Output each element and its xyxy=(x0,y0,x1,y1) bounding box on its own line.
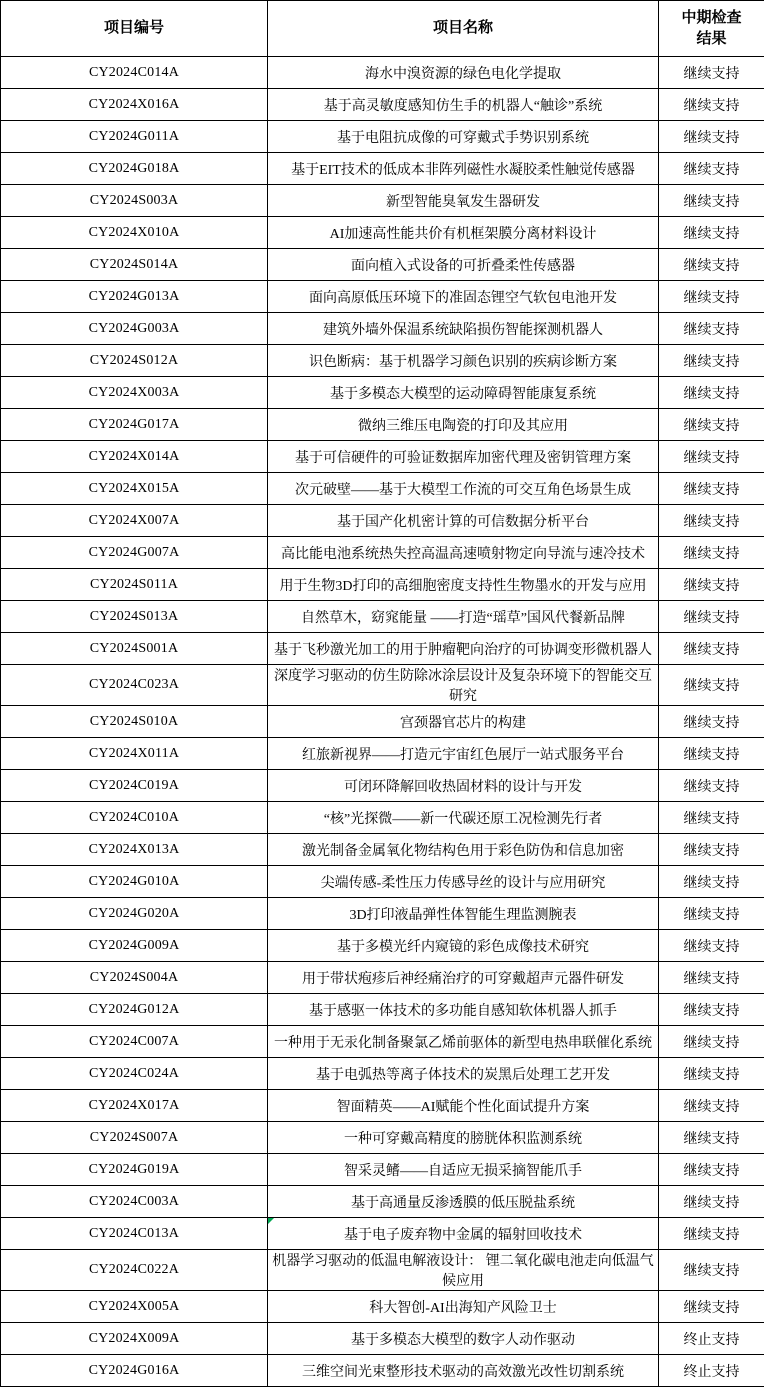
project-id-cell: CY2024G011A xyxy=(1,121,268,153)
table-row xyxy=(1,1090,764,1122)
table-row xyxy=(1,121,764,153)
table-row xyxy=(1,569,764,601)
table-row xyxy=(1,89,764,121)
project-name-label: 基于多模态大模型的数字人动作驱动 xyxy=(351,1333,575,1348)
midterm-result-cell: 继续支持 xyxy=(659,409,764,441)
midterm-result-cell: 继续支持 xyxy=(659,802,764,834)
table-row xyxy=(1,601,764,633)
project-id-cell: CY2024G012A xyxy=(1,994,268,1026)
table-row xyxy=(1,770,764,802)
table-row xyxy=(1,706,764,738)
table-row xyxy=(1,898,764,930)
project-id-cell: CY2024G020A xyxy=(1,898,268,930)
project-name-label: 海水中溴资源的绿色电化学提取 xyxy=(365,67,561,82)
project-name-cell xyxy=(268,89,659,121)
table-body xyxy=(1,57,764,1387)
project-name-cell xyxy=(268,866,659,898)
header-project-name-label: 项目名称 xyxy=(433,20,493,36)
midterm-result-cell: 继续支持 xyxy=(659,345,764,377)
table-row xyxy=(1,1154,764,1186)
table-row xyxy=(1,537,764,569)
table-row xyxy=(1,153,764,185)
table-row xyxy=(1,249,764,281)
project-name-label: 面向植入式设备的可折叠柔性传感器 xyxy=(351,259,575,274)
project-id-cell: CY2024S014A xyxy=(1,249,268,281)
table-row xyxy=(1,930,764,962)
project-id-cell: CY2024X015A xyxy=(1,473,268,505)
project-id-cell: CY2024G019A xyxy=(1,1154,268,1186)
project-name-label: 用于带状疱疹后神经痛治疗的可穿戴超声元器件研发 xyxy=(302,972,624,987)
project-name-cell xyxy=(268,185,659,217)
project-name-label: 微纳三维压电陶瓷的打印及其应用 xyxy=(358,419,568,434)
project-name-cell xyxy=(268,930,659,962)
table-header xyxy=(1,1,764,57)
project-name-cell xyxy=(268,802,659,834)
header-midterm-result-line2: 结果 xyxy=(696,31,726,47)
project-id-cell: CY2024X013A xyxy=(1,834,268,866)
project-name-cell xyxy=(268,249,659,281)
midterm-result-cell: 继续支持 xyxy=(659,185,764,217)
table-row xyxy=(1,665,764,706)
header-project-name xyxy=(268,1,659,57)
project-name-label: 基于EIT技术的低成本非阵列磁性水凝胶柔性触觉传感器 xyxy=(291,163,635,178)
midterm-result-cell: 继续支持 xyxy=(659,1026,764,1058)
project-name-label: 一种用于无汞化制备聚氯乙烯前驱体的新型电热串联催化系统 xyxy=(274,1036,652,1051)
project-name-label: 新型智能臭氧发生器研发 xyxy=(386,195,540,210)
project-name-label: 基于多模态大模型的运动障碍智能康复系统 xyxy=(330,387,596,402)
table-row xyxy=(1,1058,764,1090)
midterm-result-cell: 继续支持 xyxy=(659,505,764,537)
table-row xyxy=(1,1355,764,1387)
project-name-label: 智面精英——AI赋能个性化面试提升方案 xyxy=(337,1100,590,1115)
project-id-cell: CY2024G003A xyxy=(1,313,268,345)
project-name-cell xyxy=(268,409,659,441)
table-row xyxy=(1,185,764,217)
project-name-label: 识色断病：基于机器学习颜色识别的疾病诊断方案 xyxy=(309,355,617,370)
table-row xyxy=(1,1122,764,1154)
project-id-cell: CY2024X017A xyxy=(1,1090,268,1122)
project-id-cell: CY2024G007A xyxy=(1,537,268,569)
project-name-cell xyxy=(268,994,659,1026)
midterm-result-cell: 继续支持 xyxy=(659,866,764,898)
project-id-cell: CY2024C022A xyxy=(1,1250,268,1291)
midterm-result-cell: 继续支持 xyxy=(659,537,764,569)
project-name-cell xyxy=(268,1058,659,1090)
project-name-cell xyxy=(268,665,659,706)
project-name-label: 基于高通量反渗透膜的低压脱盐系统 xyxy=(351,1196,575,1211)
table-row xyxy=(1,1026,764,1058)
midterm-result-cell: 继续支持 xyxy=(659,1154,764,1186)
project-id-cell: CY2024G017A xyxy=(1,409,268,441)
midterm-result-cell: 继续支持 xyxy=(659,1186,764,1218)
project-name-label: 3D打印液晶弹性体智能生理监测腕表 xyxy=(349,908,576,923)
project-name-cell xyxy=(268,441,659,473)
project-name-label: 可闭环降解回收热固材料的设计与开发 xyxy=(344,780,582,795)
project-name-label: 深度学习驱动的仿生防除冰涂层设计及复杂环境下的智能交互研究 xyxy=(274,669,652,704)
project-name-label: 建筑外墙外保温系统缺陷损伤智能探测机器人 xyxy=(323,323,603,338)
table-row xyxy=(1,409,764,441)
midterm-result-cell: 继续支持 xyxy=(659,994,764,1026)
project-name-cell xyxy=(268,1250,659,1291)
project-name-label: 基于高灵敏度感知仿生手的机器人“触诊”系统 xyxy=(324,99,602,114)
midterm-result-cell: 终止支持 xyxy=(659,1355,764,1387)
midterm-result-cell: 继续支持 xyxy=(659,1291,764,1323)
project-id-cell: CY2024C014A xyxy=(1,57,268,89)
midterm-result-cell: 继续支持 xyxy=(659,57,764,89)
project-name-label: 科大智创-AI出海知产风险卫士 xyxy=(369,1301,556,1316)
project-id-cell: CY2024G018A xyxy=(1,153,268,185)
project-name-cell xyxy=(268,153,659,185)
project-id-cell: CY2024S013A xyxy=(1,601,268,633)
table-row xyxy=(1,962,764,994)
project-id-cell: CY2024C003A xyxy=(1,1186,268,1218)
project-name-cell xyxy=(268,1355,659,1387)
table-row xyxy=(1,217,764,249)
midterm-result-cell: 继续支持 xyxy=(659,441,764,473)
table-row xyxy=(1,377,764,409)
project-id-cell: CY2024S004A xyxy=(1,962,268,994)
project-name-cell xyxy=(268,57,659,89)
project-name-cell xyxy=(268,569,659,601)
table-row xyxy=(1,738,764,770)
project-name-cell xyxy=(268,1291,659,1323)
project-name-label: 基于飞秒激光加工的用于肿瘤靶向治疗的可协调变形微机器人 xyxy=(274,643,652,658)
project-name-cell xyxy=(268,1323,659,1355)
project-name-label: 用于生物3D打印的高细胞密度支持性生物墨水的开发与应用 xyxy=(279,579,646,594)
project-name-label: 自然草木，窈窕能量 ——打造“瑶草”国风代餐新品牌 xyxy=(301,611,625,626)
project-id-cell: CY2024X011A xyxy=(1,738,268,770)
project-name-cell xyxy=(268,537,659,569)
project-name-cell xyxy=(268,834,659,866)
midterm-result-cell: 继续支持 xyxy=(659,962,764,994)
project-name-label: 智采灵鳍——自适应无损采摘智能爪手 xyxy=(344,1164,582,1179)
project-id-cell: CY2024C013A xyxy=(1,1218,268,1250)
project-id-cell: CY2024S001A xyxy=(1,633,268,665)
project-name-cell xyxy=(268,281,659,313)
table-row xyxy=(1,345,764,377)
project-name-label: 高比能电池系统热失控高温高速喷射物定向导流与速冷技术 xyxy=(281,547,645,562)
project-id-cell: CY2024S010A xyxy=(1,706,268,738)
project-name-label: 红旅新视界——打造元宇宙红色展厅一站式服务平台 xyxy=(302,748,624,763)
project-name-cell xyxy=(268,1154,659,1186)
midterm-result-cell: 继续支持 xyxy=(659,633,764,665)
project-id-cell: CY2024G013A xyxy=(1,281,268,313)
project-name-label: 三维空间光束整形技术驱动的高效激光改性切割系统 xyxy=(302,1365,624,1380)
project-name-cell xyxy=(268,377,659,409)
project-id-cell: CY2024X010A xyxy=(1,217,268,249)
midterm-result-cell: 继续支持 xyxy=(659,153,764,185)
project-name-cell xyxy=(268,345,659,377)
header-project-id xyxy=(1,1,268,57)
midterm-result-cell: 继续支持 xyxy=(659,706,764,738)
table-row xyxy=(1,1186,764,1218)
project-name-label: 基于感驱一体技术的多功能自感知软体机器人抓手 xyxy=(309,1004,617,1019)
midterm-result-cell: 继续支持 xyxy=(659,473,764,505)
project-name-cell xyxy=(268,770,659,802)
table-row xyxy=(1,1323,764,1355)
project-name-cell xyxy=(268,601,659,633)
project-id-cell: CY2024C019A xyxy=(1,770,268,802)
project-name-label: 基于电阻抗成像的可穿戴式手势识别系统 xyxy=(337,131,589,146)
project-id-cell: CY2024S003A xyxy=(1,185,268,217)
project-name-cell xyxy=(268,898,659,930)
project-id-cell: CY2024X007A xyxy=(1,505,268,537)
header-midterm-result-line1: 中期检查 xyxy=(681,10,741,26)
project-name-label: 面向高原低压环境下的准固态锂空气软包电池开发 xyxy=(309,291,617,306)
midterm-result-cell: 继续支持 xyxy=(659,770,764,802)
project-name-cell xyxy=(268,1122,659,1154)
project-name-cell xyxy=(268,633,659,665)
table-row xyxy=(1,802,764,834)
project-name-cell xyxy=(268,473,659,505)
midterm-result-cell: 继续支持 xyxy=(659,281,764,313)
project-name-label: “核”光探微——新一代碳还原工况检测先行者 xyxy=(324,812,602,827)
midterm-result-cell: 继续支持 xyxy=(659,1218,764,1250)
project-name-label: 基于可信硬件的可验证数据库加密代理及密钥管理方案 xyxy=(295,451,631,466)
project-name-label: 基于电子废弃物中金属的辐射回收技术 xyxy=(344,1228,582,1243)
table-row xyxy=(1,1218,764,1250)
project-name-cell xyxy=(268,121,659,153)
table-row xyxy=(1,633,764,665)
project-id-cell: CY2024X003A xyxy=(1,377,268,409)
project-name-label: 基于电弧热等离子体技术的炭黑后处理工艺开发 xyxy=(316,1068,610,1083)
midterm-result-cell: 继续支持 xyxy=(659,1090,764,1122)
project-id-cell: CY2024C023A xyxy=(1,665,268,706)
midterm-result-cell: 继续支持 xyxy=(659,738,764,770)
project-name-cell xyxy=(268,217,659,249)
header-midterm-result xyxy=(659,1,764,57)
project-name-cell xyxy=(268,738,659,770)
table-row xyxy=(1,505,764,537)
table-row xyxy=(1,281,764,313)
project-name-label: 宫颈器官芯片的构建 xyxy=(400,716,526,731)
project-name-label: 一种可穿戴高精度的膀胱体积监测系统 xyxy=(344,1132,582,1147)
project-name-cell xyxy=(268,962,659,994)
header-project-id-label: 项目编号 xyxy=(104,20,164,36)
midterm-result-cell: 继续支持 xyxy=(659,601,764,633)
midterm-result-cell: 继续支持 xyxy=(659,217,764,249)
project-id-cell: CY2024G016A xyxy=(1,1355,268,1387)
table-row xyxy=(1,834,764,866)
project-name-label: 基于国产化机密计算的可信数据分析平台 xyxy=(337,515,589,530)
table-row xyxy=(1,866,764,898)
project-name-cell xyxy=(268,313,659,345)
table-row xyxy=(1,313,764,345)
project-id-cell: CY2024S012A xyxy=(1,345,268,377)
project-id-cell: CY2024X005A xyxy=(1,1291,268,1323)
project-id-cell: CY2024G010A xyxy=(1,866,268,898)
midterm-result-cell: 继续支持 xyxy=(659,1250,764,1291)
midterm-result-cell: 继续支持 xyxy=(659,898,764,930)
midterm-result-cell: 继续支持 xyxy=(659,1058,764,1090)
project-id-cell: CY2024G009A xyxy=(1,930,268,962)
project-name-label: AI加速高性能共价有机框架膜分离材料设计 xyxy=(330,227,597,242)
project-name-label: 机器学习驱动的低温电解液设计： 锂二氧化碳电池走向低温气候应用 xyxy=(272,1254,654,1289)
project-id-cell: CY2024X016A xyxy=(1,89,268,121)
project-id-cell: CY2024C010A xyxy=(1,802,268,834)
table-row xyxy=(1,57,764,89)
midterm-result-cell: 继续支持 xyxy=(659,930,764,962)
project-name-cell xyxy=(268,706,659,738)
table-row xyxy=(1,994,764,1026)
project-name-cell xyxy=(268,1026,659,1058)
midterm-result-cell: 继续支持 xyxy=(659,377,764,409)
project-id-cell: CY2024X014A xyxy=(1,441,268,473)
project-name-cell xyxy=(268,1218,659,1250)
cell-comment-marker-icon xyxy=(268,1218,274,1224)
project-id-cell: CY2024C024A xyxy=(1,1058,268,1090)
project-id-cell: CY2024S007A xyxy=(1,1122,268,1154)
midterm-result-cell: 继续支持 xyxy=(659,249,764,281)
midterm-result-cell: 继续支持 xyxy=(659,313,764,345)
table-row xyxy=(1,473,764,505)
table-row xyxy=(1,441,764,473)
midterm-result-cell: 继续支持 xyxy=(659,569,764,601)
project-name-cell xyxy=(268,505,659,537)
project-name-label: 激光制备金属氧化物结构色用于彩色防伪和信息加密 xyxy=(302,844,624,859)
project-id-cell: CY2024S011A xyxy=(1,569,268,601)
project-id-cell: CY2024X009A xyxy=(1,1323,268,1355)
header-row xyxy=(1,1,764,57)
midterm-result-cell: 继续支持 xyxy=(659,89,764,121)
table-row xyxy=(1,1250,764,1291)
midterm-result-cell: 继续支持 xyxy=(659,834,764,866)
midterm-result-cell: 继续支持 xyxy=(659,121,764,153)
midterm-result-cell: 继续支持 xyxy=(659,665,764,706)
project-name-cell xyxy=(268,1090,659,1122)
project-name-label: 次元破壁——基于大模型工作流的可交互角色场景生成 xyxy=(295,483,631,498)
project-name-cell xyxy=(268,1186,659,1218)
midterm-result-cell: 终止支持 xyxy=(659,1323,764,1355)
project-id-cell: CY2024C007A xyxy=(1,1026,268,1058)
midterm-result-cell: 继续支持 xyxy=(659,1122,764,1154)
table-row xyxy=(1,1291,764,1323)
project-name-label: 尖端传感-柔性压力传感导丝的设计与应用研究 xyxy=(321,876,606,891)
project-name-label: 基于多模光纤内窥镜的彩色成像技术研究 xyxy=(337,940,589,955)
